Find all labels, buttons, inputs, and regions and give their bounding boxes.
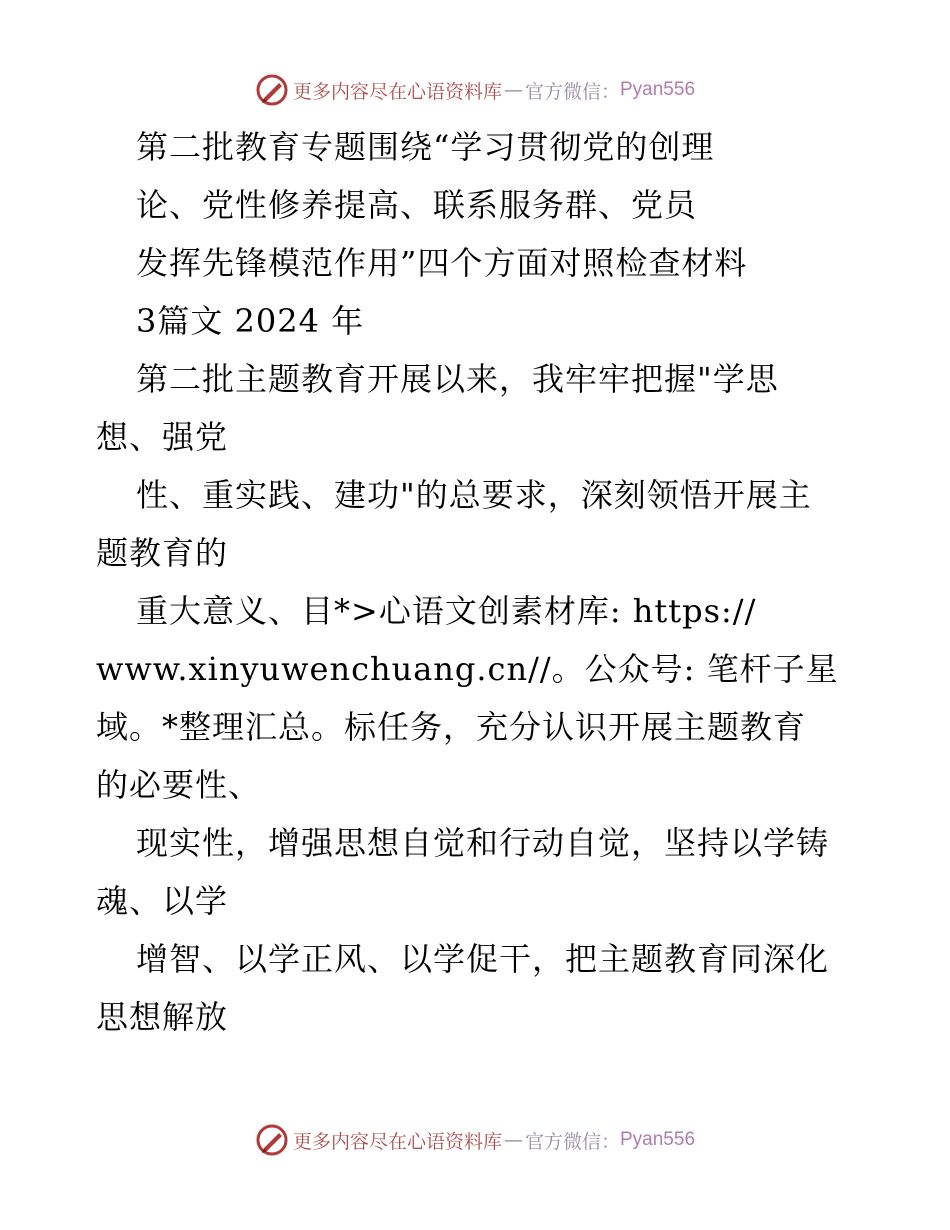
footer-watermark xyxy=(0,1120,950,1160)
paragraph-line: 题教育的 xyxy=(96,534,229,572)
paragraph-line: 性、重实践、建功"的总要求，深刻领悟开展主 xyxy=(136,476,812,514)
paragraph-line: 增智、以学正风、以学促干，把主题教育同深化 xyxy=(136,940,830,978)
watermark-dash: — xyxy=(503,1129,523,1151)
watermark-text: 更多内容尽在心语资料库 xyxy=(292,80,502,103)
watermark-dash: — xyxy=(503,79,523,101)
pen-logo-icon xyxy=(255,73,289,107)
header-watermark xyxy=(0,70,950,110)
paragraph-line: 思想解放 xyxy=(96,998,229,1036)
paragraph-line: 的必要性、 xyxy=(96,766,262,804)
paragraph-line: 想、强党 xyxy=(96,418,229,456)
paragraph-line: 域。*整理汇总。标任务，充分认识开展主题教育 xyxy=(96,708,807,746)
title-line-4: 3篇文 2024 年 xyxy=(136,302,365,340)
watermark-text: 更多内容尽在心语资料库 xyxy=(292,1130,502,1153)
paragraph-line: 现实性，增强思想自觉和行动自觉，坚持以学铸 xyxy=(136,824,830,862)
paragraph-line: 重大意义、目*>心语文创素材库: https:// xyxy=(136,592,757,630)
title-line-1: 第二批教育专题围绕“学习贯彻党的创理 xyxy=(136,128,715,166)
document-body xyxy=(96,118,856,1046)
title-line-3: 发挥先锋模范作用”四个方面对照检查材料 xyxy=(136,244,748,282)
paragraph-line: 魂、以学 xyxy=(96,882,229,920)
watermark-wechat-label: 官方微信： xyxy=(524,1130,620,1153)
watermark-wechat-id: Pyan556 xyxy=(620,1129,696,1150)
watermark-wechat-id: Pyan556 xyxy=(620,79,696,100)
title-line-2: 论、党性修养提高、联系服务群、党员 xyxy=(136,186,698,224)
paragraph-line: 第二批主题教育开展以来，我牢牢把握"学思 xyxy=(136,360,779,398)
pen-logo-icon xyxy=(255,1123,289,1157)
paragraph-line: www.xinyuwenchuang.cn//。公众号: 笔杆子星 xyxy=(96,650,839,688)
watermark-wechat-label: 官方微信： xyxy=(524,80,620,103)
